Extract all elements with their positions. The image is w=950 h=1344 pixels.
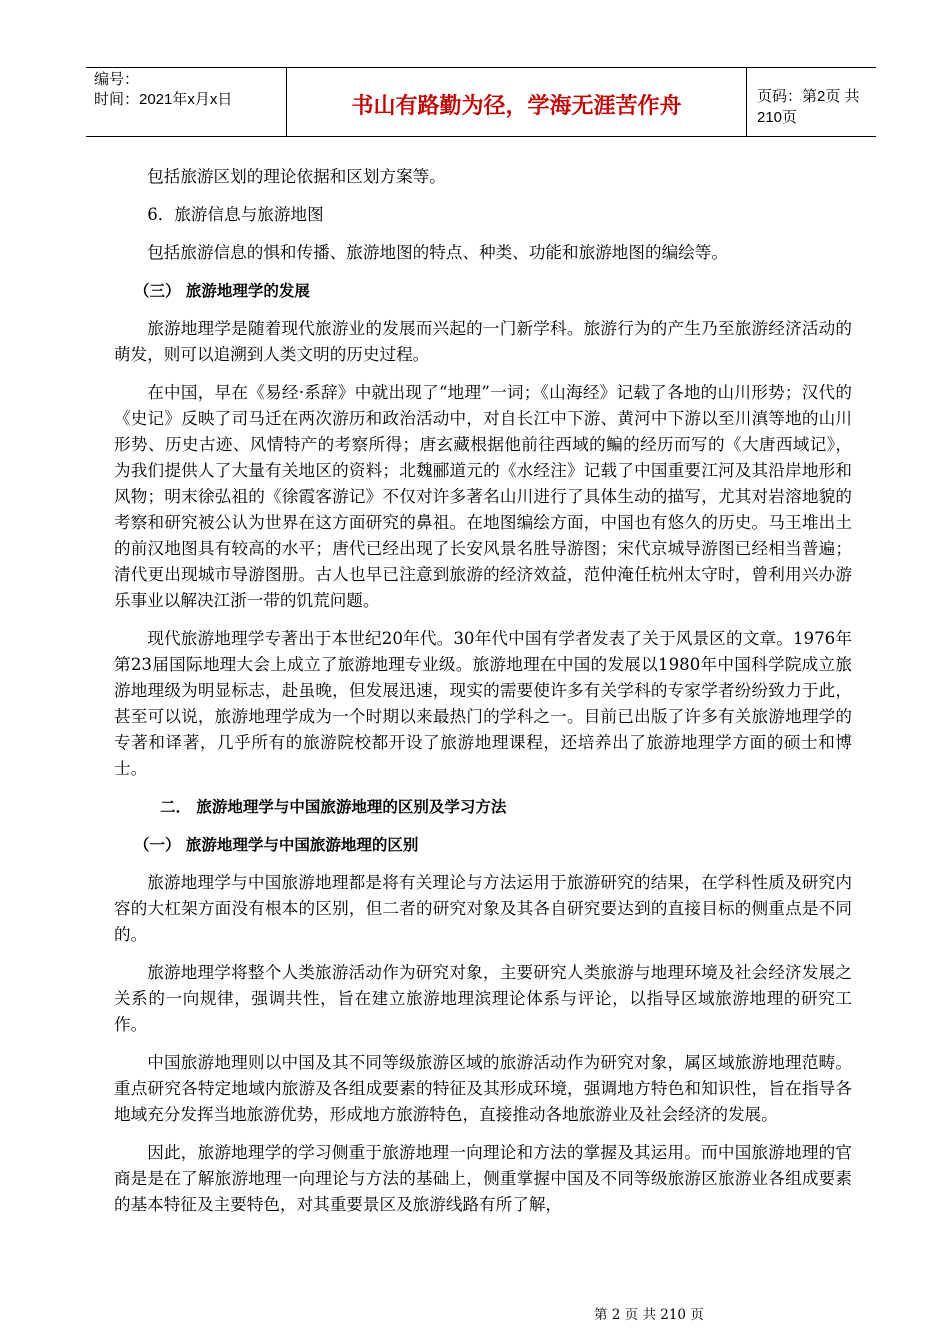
header-meta: [86, 68, 287, 136]
paragraph: 现代旅游地理学专著出于本世纪20年代。30年代中国有学者发表了关于风景区的文章。1976年第23届国际地理大会上成立了旅游地理专业级。旅游地理在中国的发展以1980年中国科学院成立旅游地理级为明显标志，赴虽晚，但发展迅速，现实的需要使许多有关学科的专家学者纷纷致力于此，甚至可以说，旅游地理学成为一个时期以来最热门的学科之一。目前已出版了许多有关旅游地理学的专著和译著，几乎所有的旅游院校都开设了旅游地理课程，还培养出了旅游地理学方面的硕士和博士。: [114, 629, 852, 778]
date-label: 时间：2021年x月x日: [94, 91, 233, 108]
paragraph: 中国旅游地理则以中国及其不同等级旅游区域的旅游活动作为研究对象，属区域旅游地理范畴。重点研究各特定地域内旅游及各组成要素的特征及其形成环境，强调地方特色和知识性，旨在指导各地域充分发挥当地旅游优势，形成地方旅游特色，直接推动各地旅游业及社会经济的发展。: [114, 1053, 852, 1124]
chapter-heading: 二． 旅游地理学与中国旅游地理的区别及学习方法: [160, 798, 507, 816]
paragraph: 旅游地理学是随着现代旅游业的发展而兴起的一门新学科。旅游行为的产生乃至旅游经济活动的萌发，则可以追溯到人类文明的历史过程。: [114, 319, 852, 364]
section-heading: （一） 旅游地理学与中国旅游地理的区别: [134, 836, 419, 854]
section-heading: （三） 旅游地理学的发展: [134, 282, 310, 300]
page-header: [86, 67, 876, 137]
paragraph: 旅游地理学与中国旅游地理都是将有关理论与方法运用于旅游研究的结果，在学科性质及研究内容的大杠架方面没有根本的区别，但二者的研究对象及其各自研究要达到的直接目标的侧重点是不同的。: [114, 873, 852, 944]
body-content: [114, 164, 852, 1230]
paragraph: 包括旅游信息的惧和传播、旅游地图的特点、种类、功能和旅游地图的编绘等。: [147, 243, 728, 262]
paragraph: 旅游地理学将整个人类旅游活动作为研究对象，主要研究人类旅游与地理环境及社会经济发展之关系的一向规律，强调共性，旨在建立旅游地理滨理论体系与评论，以指导区域旅游地理的研究工作。: [114, 963, 852, 1034]
paragraph: 在中国，早在《易经·系辞》中就出现了“地理”一词；《山海经》记载了各地的山川形势；汉代的《史记》反映了司马迁在两次游历和政治活动中，对自长江中下游、黄河中下游以至川滇等地的山川形势、历史古迹、风情特产的考察所得；唐玄藏根据他前往西域的鳊的经历而写的《大唐西域记》，为我们提供人了大量有关地区的资料；北魏郦道元的《水经注》记载了中国重要江河及其沿岸地形和风物；明末徐弘祖的《徐霞客游记》不仅对许多著名山川进行了具体生动的描写，尤其对岩溶地貌的考察和研究被公认为世界在这方面研究的鼻祖。在地图编绘方面，中国也有悠久的历史。马王堆出土的前汉地图具有较高的水平；唐代已经出现了长安风景名胜导游图；宋代京城导游图已经相当普遍；清代更出现城市导游图册。古人也早已注意到旅游的经济效益，范仲淹任杭州太守时，曾利用兴办游乐事业以解决江浙一带的饥荒问题。: [114, 383, 852, 610]
paragraph: 因此，旅游地理学的学习侧重于旅游地理一向理论和方法的掌握及其运用。而中国旅游地理的官商是是在了解旅游地理一向理论与方法的基础上，侧重掌握中国及不同等级旅游区旅游业各组成要素的基本特征及主要特色，对其重要景区及旅游线路有所了解，: [114, 1143, 852, 1214]
header-page-info: 页码：第2页 共210页: [757, 88, 860, 126]
page-footer: 第 2 页 共 210 页: [594, 1307, 704, 1323]
number-label: 编号：: [94, 71, 140, 88]
paragraph: 6．旅游信息与旅游地图: [147, 205, 324, 224]
paragraph: 包括旅游区划的理论依据和区划方案等。: [147, 167, 446, 186]
header-motto: 书山有路勤为径，学海无涯苦作舟: [287, 68, 747, 136]
